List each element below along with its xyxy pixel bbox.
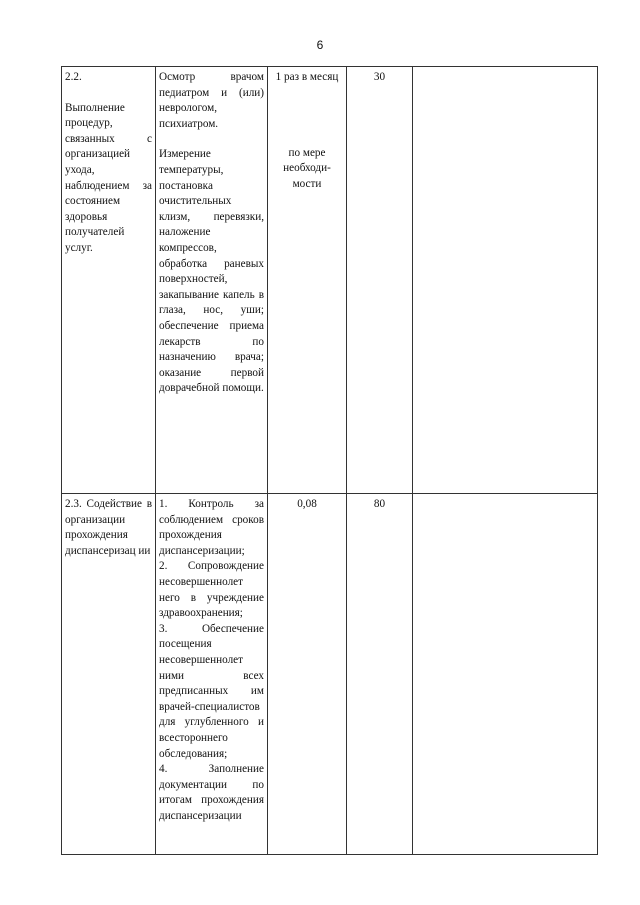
page-number: 6 [316,38,324,52]
service-content: 3. Обеспечение посещения несовершеннолет ними всех предписанных им врачей-специалистов для углубленного и всестороннего обследования; [159,622,264,760]
value-cell: 30 [347,67,413,494]
service-name-cell [62,67,156,494]
empty-cell [413,494,598,855]
empty-cell [413,67,598,494]
value-cell: 80 [347,494,413,855]
service-content-cell [156,67,268,494]
service-name-cell [62,494,156,855]
table-row [62,67,598,494]
service-content-cell [156,494,268,855]
frequency-cell [268,67,347,494]
table-row [62,494,598,855]
service-name: Выполнение процедур, связанных с организацией ухода, наблюдением за состоянием здоровья получателей услуг. [65,101,152,254]
service-name: 2.3. Содействие в организации прохождения диспансеризац ии [65,498,152,557]
frequency: по мере необходи-мости [283,146,331,190]
service-content: Осмотр врачом педиатром и (или) неврологом, психиатром. [159,71,264,130]
service-content: 1. Контроль за соблюдением сроков прохождения диспансеризации; [159,498,264,557]
frequency: 1 раз в месяц [275,71,339,83]
service-content: 4. Заполнение документации по итогам прохождения диспансеризации [159,763,264,822]
service-number: 2.2. [65,71,82,83]
service-content: Измерение температуры, постановка очистительных клизм, перевязки, наложение компрессов, обработка раневых поверхностей, закапывание капель в глаза, нос, уши; обеспечение приема лекарств по назначению врача; оказание первой доврачебной помощи. [159,148,264,395]
services-table [61,66,598,855]
frequency-cell: 0,08 [268,494,347,855]
service-content: 2. Сопровождение несовершеннолет него в учреждение здравоохранения; [159,560,264,620]
